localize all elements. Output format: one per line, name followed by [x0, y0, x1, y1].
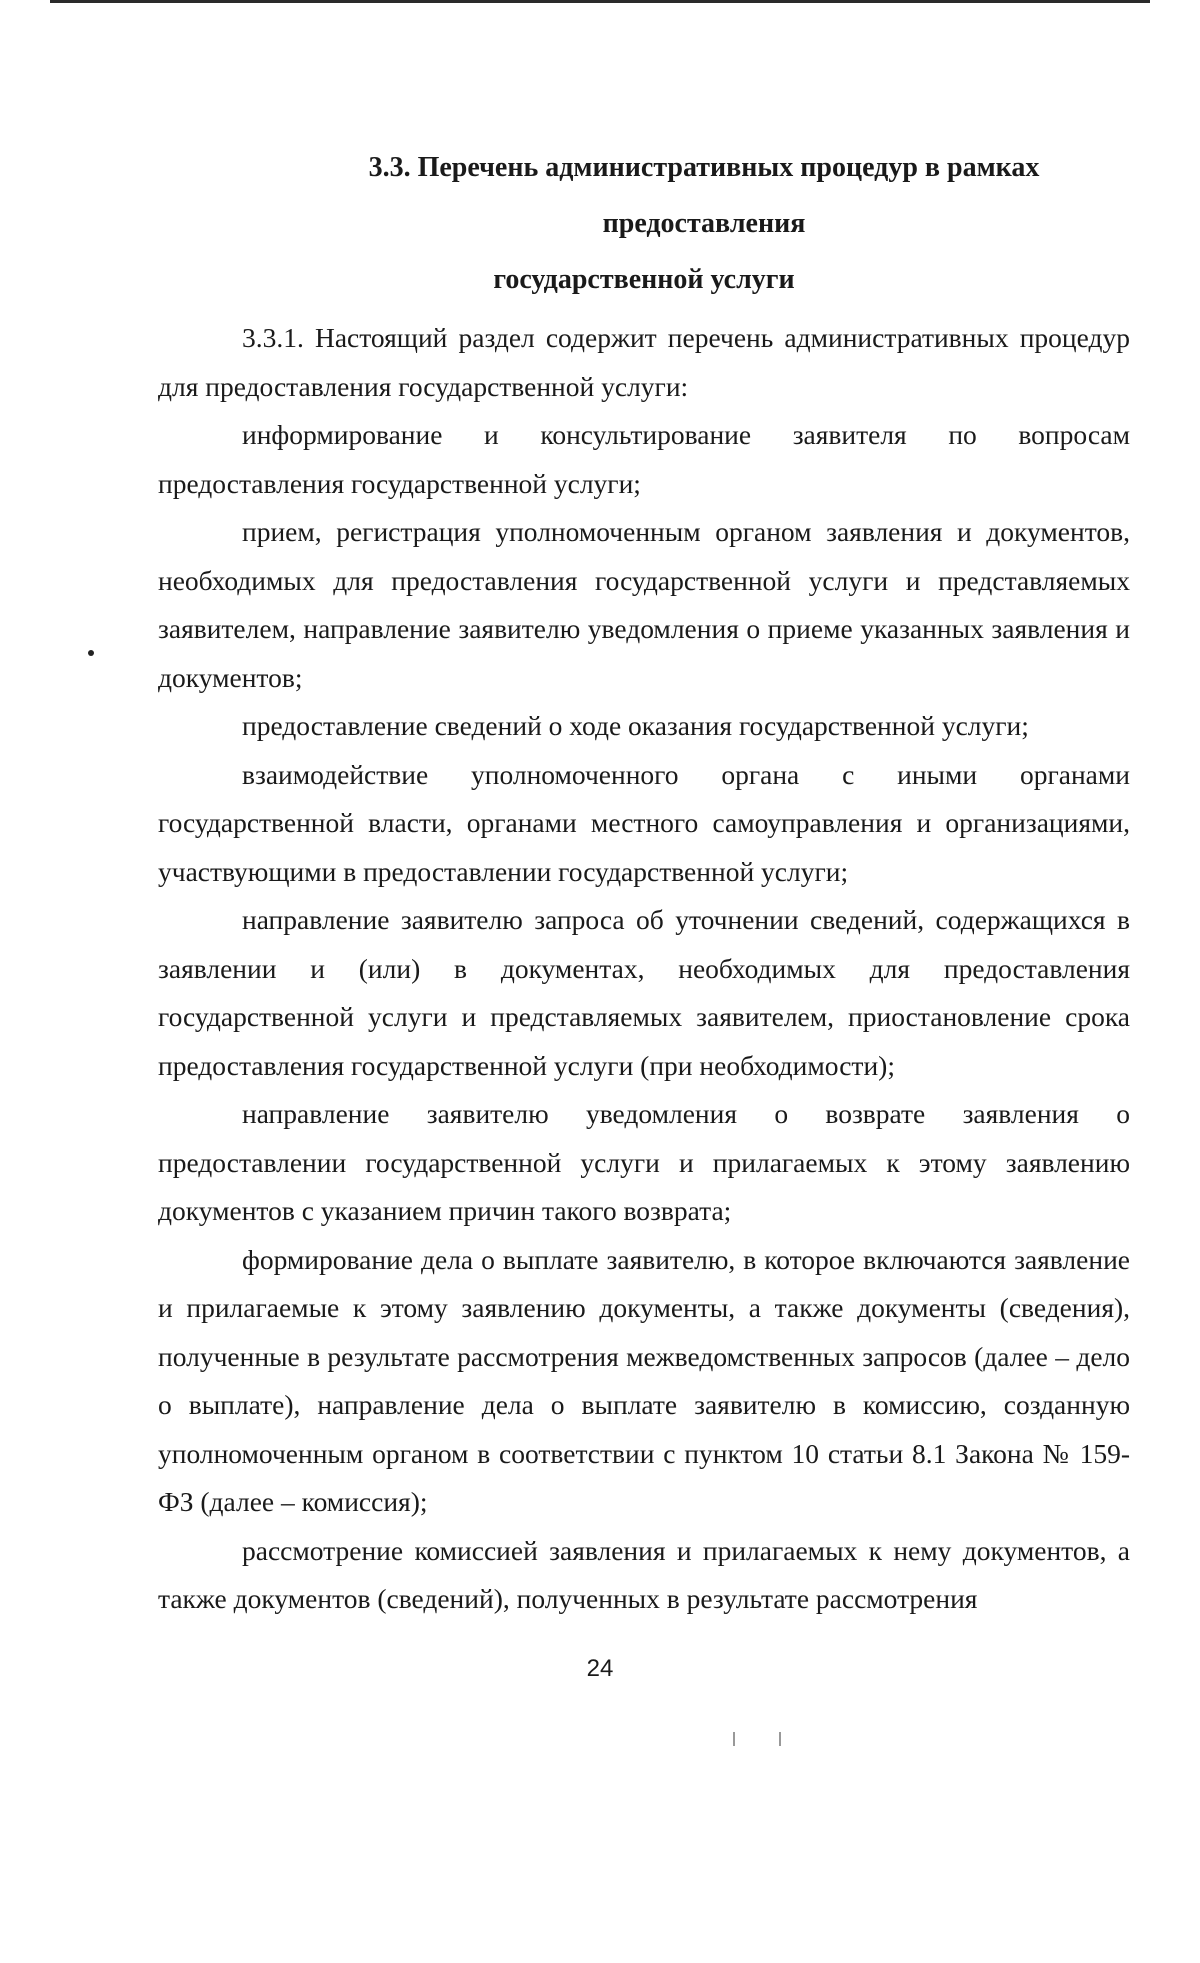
paragraph: взаимодействие уполномоченного органа с иными органами государственной власти, органами местного самоуправления и организациями, участвующими в предоставлении государственной услуги; — [158, 758, 1130, 887]
scan-tick — [733, 1732, 735, 1746]
paragraph: предоставление сведений о ходе оказания государственной услуги; — [242, 710, 1029, 741]
paragraph-list — [158, 314, 1130, 1624]
paragraph: 3.3.1. Настоящий раздел содержит перечень административных процедур для предоставления государственной услуги: — [158, 322, 1130, 402]
heading-line: государственной услуги — [493, 264, 795, 295]
document-body — [158, 140, 1130, 1624]
paragraph: рассмотрение комиссией заявления и прилагаемых к нему документов, а также документов (сведений), полученных в результате рассмотрения — [158, 1534, 1130, 1614]
top-rule — [50, 0, 1150, 3]
paragraph: информирование и консультирование заявителя по вопросам предоставления государственной услуги; — [158, 419, 1130, 499]
paragraph: формирование дела о выплате заявителю, в которое включаются заявление и прилагаемые к этому заявлению документы, а также документы (сведения), полученные в результате рассмотрения межведомственных запросов (далее – дело о выплате), направление дела о выплате заявителю в комиссию, созданную уполномоченным органом в соответствии с пунктом 10 статьи 8.1 Закона № 159-ФЗ (далее – комиссия); — [158, 1243, 1130, 1517]
paragraph: прием, регистрация уполномоченным органом заявления и документов, необходимых для предоставления государственной услуги и представляемых заявителем, направление заявителю уведомления о приеме указанных заявления и документов; — [158, 516, 1130, 693]
scan-tick — [779, 1732, 781, 1746]
page-number: 24 — [586, 1655, 614, 1682]
paragraph: направление заявителю запроса об уточнении сведений, содержащихся в заявлении и (или) в документах, необходимых для предоставления государственной услуги и представляемых заявителем, приостановление срока предоставления государственной услуги (при необходимости); — [158, 904, 1130, 1081]
section-heading — [158, 140, 1130, 308]
paragraph: направление заявителю уведомления о возврате заявления о предоставлении государственной услуги и прилагаемых к этому заявлению документов с указанием причин такого возврата; — [158, 1098, 1130, 1226]
scan-mark — [88, 650, 94, 656]
heading-line: 3.3. Перечень административных процедур в рамках предоставления — [368, 152, 1040, 239]
